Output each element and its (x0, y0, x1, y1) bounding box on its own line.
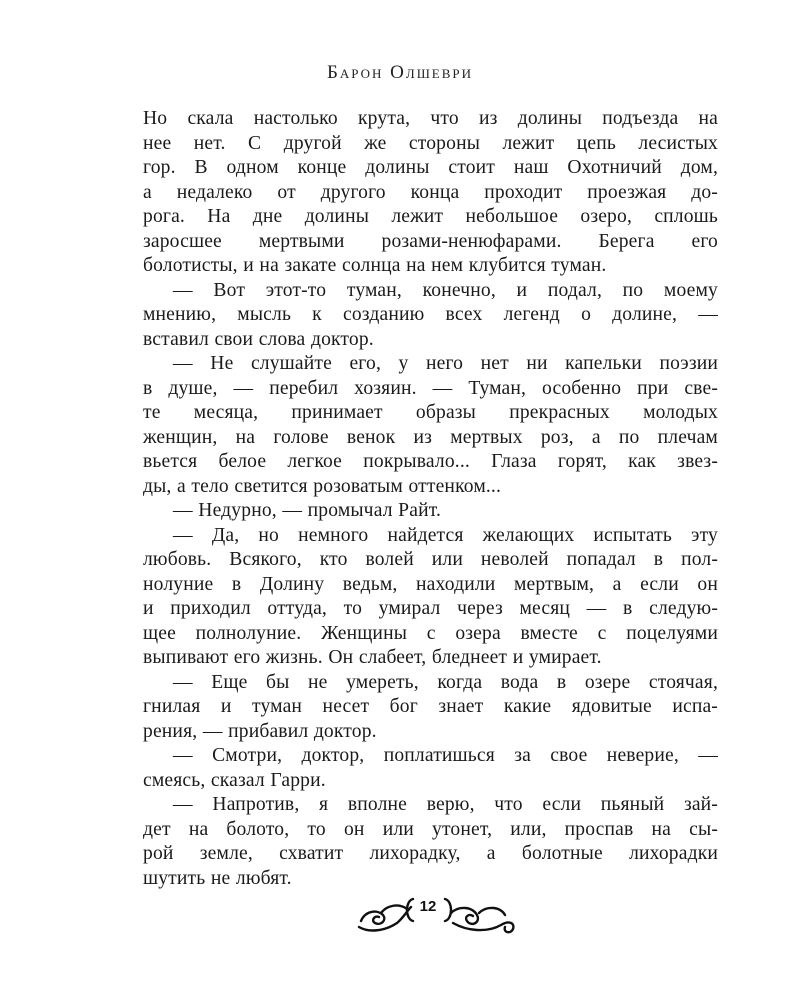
text-line: нее нет. С другой же стороны лежит цепь лесистых (143, 132, 718, 154)
text-line: ды, а тело светится розоватым оттенком... (143, 475, 502, 497)
text-line: вставил свои слова доктор. (143, 328, 374, 350)
text-line: выпивают его жизнь. Он слабеет, бледнеет и умирает. (143, 647, 602, 668)
text-line: рения, — прибавил доктор. (143, 720, 377, 742)
text-line: — Вот этот-то туман, конечно, и подал, по моему (173, 279, 718, 301)
text-line: нолуние в Долину ведьм, находили мертвым, а если он (143, 573, 718, 595)
page-number: 12 (419, 898, 437, 915)
text-line: рой земле, схватит лихорадку, а болотные лихорадки (143, 843, 718, 864)
text-line: щее полнолуние. Женщины с озера вместе с поцелуями (143, 622, 718, 644)
body-text (143, 107, 718, 891)
text-line: женщин, на голове венок из мертвых роз, а по плечам (143, 426, 718, 448)
text-line: — Да, но немного найдется желающих испытать эту (173, 524, 718, 546)
text-line: смеясь, сказал Гарри. (143, 769, 326, 791)
text-line: — Недурно, — промычал Райт. (173, 500, 442, 521)
text-line: — Смотри, доктор, поплатишься за свое неверие, — (173, 745, 718, 766)
text-line: гнилая и туман несет бог знает какие ядовитые испа- (143, 696, 718, 717)
text-line: рога. На дне долины лежит небольшое озеро, сплошь (143, 206, 718, 227)
text-line: мнению, мысль к созданию всех легенд о долине, — (143, 304, 718, 325)
text-line: а недалеко от другого конца проходит проезжая до- (143, 181, 718, 203)
text-line: болотисты, и на закате солнца на нем клубится туман. (143, 255, 607, 276)
text-line: — Еще бы не умереть, когда вода в озере стоячая, (173, 671, 718, 693)
text-line: — Не слушайте его, у него нет ни капельки поэзии (173, 353, 718, 374)
text-line: Но скала настолько крута, что из долины подъезда на (143, 108, 718, 129)
text-line: дет на болото, то он или утонет, или, проспав на сы- (143, 818, 718, 840)
text-line: в душе, — перебил хозяин. — Туман, особенно при све- (143, 377, 718, 399)
running-head: Барон Олшеври (326, 62, 474, 83)
text-line: любовь. Всякого, кто волей или неволей попадал в пол- (143, 549, 718, 570)
text-line: гор. В одном конце долины стоит наш Охотничий дом, (143, 157, 718, 178)
text-line: заросшее мертвыми розами-ненюфарами. Берега его (143, 230, 718, 252)
text-line: вьется белое легкое покрывало... Глаза горят, как звез- (143, 451, 718, 472)
text-line: — Напротив, я вполне верю, что если пьяный зай- (173, 794, 718, 815)
text-line: те месяца, принимает образы прекрасных молодых (143, 402, 718, 423)
text-line: шутить не любят. (143, 867, 292, 889)
text-line: и приходил оттуда, то умирал через месяц — в следую- (143, 598, 718, 619)
